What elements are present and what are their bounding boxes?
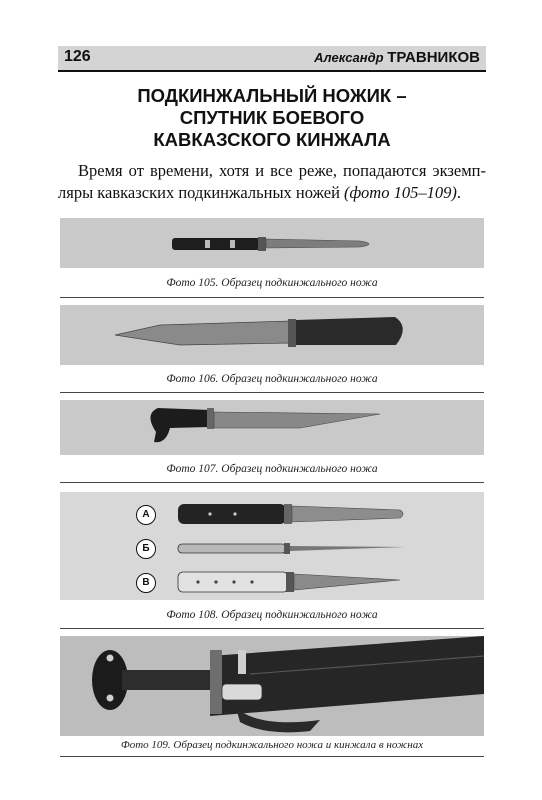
title-line-1: ПОДКИНЖАЛЬНЫЙ НОЖИК – [137,85,407,106]
knife-107-image [60,400,484,455]
photo-105 [60,218,484,268]
author-last-name: ТРАВНИКОВ [387,49,480,66]
running-header [58,46,486,72]
author-first-name: Александр [314,50,384,65]
knife-106-image [60,305,484,365]
divider [60,628,484,629]
caption-109: Фото 109. Образец подкинжального ножа и кинжала в ножнах [120,739,424,751]
photo-106 [60,305,484,365]
intro-line-2-end: . [456,183,461,202]
caption-106: Фото 106. Образец подкинжального ножа [166,373,378,385]
page-number: 126 [64,48,91,65]
intro-line-1: Время от времени, хотя и все реже, попадаются экземп- [78,161,486,180]
marker-v: В [136,573,156,593]
photo-107 [60,400,484,455]
caption-108: Фото 108. Образец подкинжального ножа [166,609,378,621]
dagger-109-image [60,636,484,736]
caption-107: Фото 107. Образец подкинжального ножа [166,463,378,475]
photo-109 [60,636,484,736]
running-head-author [314,49,480,66]
marker-b: Б [136,539,156,559]
divider [60,482,484,483]
marker-a: А [136,505,156,525]
title-line-3: КАВКАЗСКОГО КИНЖАЛА [153,129,391,150]
intro-paragraph [58,160,486,204]
divider [60,756,484,757]
photo-reference: (фото 105–109) [344,183,457,202]
intro-line-2 [58,182,486,204]
knives-108-image [60,492,484,600]
divider [60,392,484,393]
caption-105: Фото 105. Образец подкинжального ножа [166,277,378,289]
intro-line-2-text: ляры кавказских подкинжальных ножей [58,183,345,202]
knife-105-image [60,218,484,268]
chapter-title [58,85,486,151]
photo-108 [60,492,484,600]
title-line-2: СПУТНИК БОЕВОГО [179,107,365,128]
divider [60,297,484,298]
